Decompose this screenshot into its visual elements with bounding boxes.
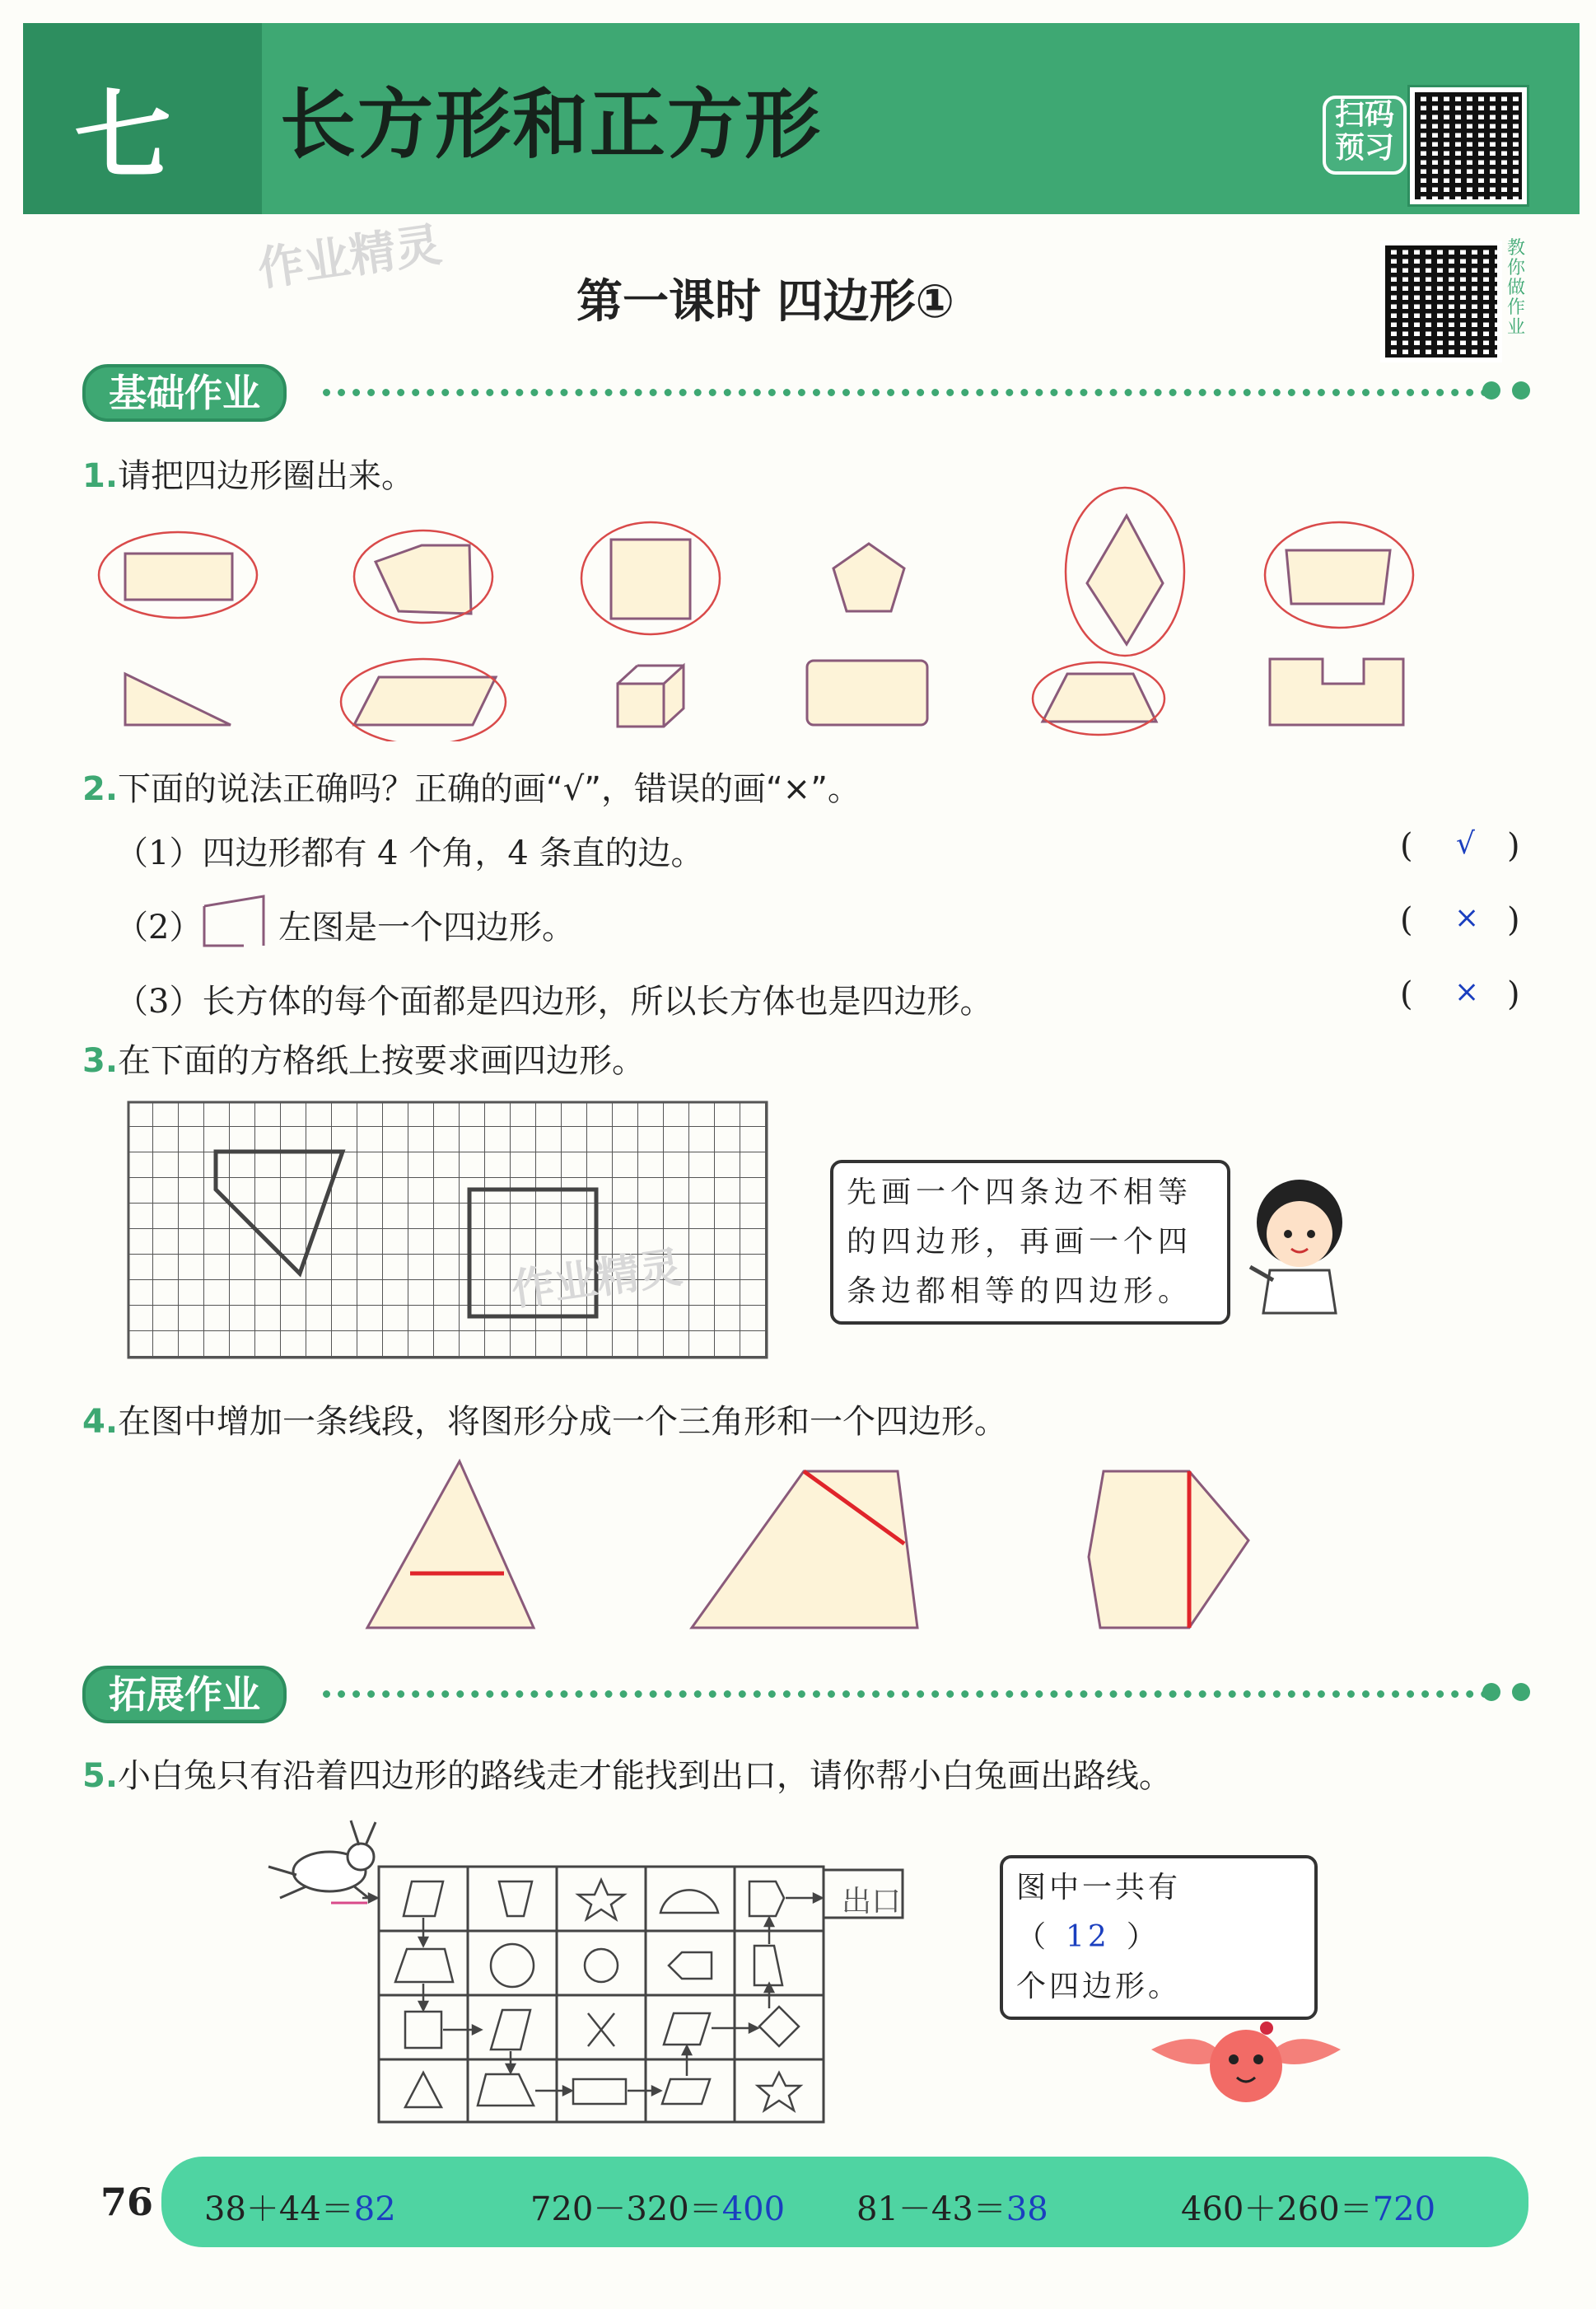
trapezoid-cell	[478, 2074, 534, 2106]
calc-answer[interactable]: 82	[353, 2190, 396, 2228]
footer-calc: 38＋44＝82	[204, 2190, 396, 2228]
footer-calc: 460＋260＝720	[1181, 2190, 1436, 2228]
notched-shape	[1270, 659, 1403, 725]
rhombus-shape	[1087, 516, 1163, 644]
divider-dot	[1512, 381, 1530, 400]
pentagon-shape	[833, 544, 904, 611]
answer-circles	[99, 488, 1413, 741]
section-extended-tag: 拓展作业	[82, 1666, 287, 1723]
rectangle-cell	[573, 2079, 626, 2104]
lesson-title: 第一课时 四边形①	[576, 275, 954, 329]
circle-cell	[491, 1944, 534, 1987]
quadrilateral-cell	[754, 1946, 782, 1985]
parallelogram-shape	[354, 677, 496, 725]
q2-item-2: （2）	[115, 909, 203, 947]
q5-answer[interactable]: 12	[1066, 1920, 1110, 1954]
calc-answer[interactable]: 38	[1006, 2190, 1048, 2228]
unit-number: 七	[74, 78, 172, 193]
footer-calc: 720－320＝400	[530, 2190, 786, 2228]
qr-code-icon[interactable]	[1410, 87, 1527, 204]
scan-preview-label: 扫码预习	[1323, 96, 1407, 175]
paren: )	[1507, 901, 1520, 939]
divider-dot	[1482, 1683, 1500, 1701]
q2-open-shape	[196, 888, 272, 951]
paren: (	[1400, 827, 1413, 865]
section-basic-tag: 基础作业	[82, 364, 287, 422]
q1-shapes	[82, 486, 1433, 741]
trapezoid-shape	[1286, 550, 1390, 604]
exit-label: 出口	[842, 1885, 902, 1919]
cross-cell	[588, 2013, 614, 2046]
pentagon-cell	[749, 1881, 784, 1916]
pentagon-shape	[1089, 1471, 1248, 1628]
circle-cell	[585, 1949, 618, 1982]
q2-answer-1[interactable]: √	[1456, 827, 1475, 861]
question-3: 3.在下面的方格纸上按要求画四边形。	[82, 1042, 646, 1080]
triangle-shape	[367, 1461, 534, 1628]
q3-speech-bubble: 先画一个四条边不相等 的四边形，再画一个四 条边都相等的四边形。	[830, 1160, 1230, 1325]
unit-title: 长方形和正方形	[280, 81, 823, 169]
rounded-rectangle-shape	[807, 661, 927, 725]
trapezoid-cell	[395, 1949, 453, 1982]
question-4: 4.在图中增加一条线段，将图形分成一个三角形和一个四边形。	[82, 1403, 1008, 1441]
parallelogram-cell	[664, 2013, 710, 2045]
question-1: 1.请把四边形圈出来。	[82, 457, 415, 495]
maze-grid[interactable]	[362, 1863, 922, 2127]
footer-calc: 81－43＝38	[856, 2190, 1048, 2228]
semicircle-cell	[660, 1890, 718, 1913]
parallelogram-cell	[404, 1881, 443, 1916]
rhombus-cell	[759, 2007, 799, 2046]
dotted-divider	[323, 1690, 1489, 1704]
calc-answer[interactable]: 400	[721, 2190, 786, 2228]
girl-character-icon	[1225, 1168, 1374, 1316]
question-2: 2.下面的说法正确吗？正确的画“√”，错误的画“×”。	[82, 770, 861, 808]
q2-answer-2[interactable]: ×	[1454, 901, 1480, 935]
q5-speech-bubble: 图中一共有（ 12 ） 个四边形。	[1000, 1855, 1318, 2020]
square-shape	[611, 540, 690, 619]
paren: (	[1400, 975, 1413, 1013]
square-cell	[405, 2012, 441, 2048]
trapezoid-shape	[1043, 674, 1156, 722]
parallelogram-cell	[491, 2010, 530, 2050]
teach-homework-label: 教你做作业	[1507, 238, 1526, 338]
paren: )	[1507, 975, 1520, 1013]
triangle-shape	[125, 674, 231, 725]
page-number: 76	[100, 2180, 154, 2224]
q2-item-3: （3）长方体的每个面都是四边形，所以长方体也是四边形。	[115, 983, 993, 1021]
qr-code-icon[interactable]	[1380, 241, 1502, 362]
calc-answer[interactable]: 720	[1372, 2190, 1436, 2228]
pentagon-cell	[669, 1952, 712, 1979]
paren: )	[1507, 827, 1520, 865]
star-cell	[578, 1880, 624, 1919]
triangle-cell	[405, 2073, 441, 2107]
trapezoid-shape	[692, 1471, 917, 1628]
quadrilateral-shape	[376, 545, 471, 614]
dotted-divider	[323, 389, 1489, 403]
watermark: 作业精灵	[254, 217, 446, 297]
divider-dot	[1512, 1683, 1530, 1701]
q2-answer-3[interactable]: ×	[1454, 975, 1480, 1009]
divider-dot	[1482, 381, 1500, 400]
q2-item-1: （1）四边形都有 4 个角，4 条直的边。	[115, 834, 704, 872]
q4-shapes	[362, 1458, 1260, 1639]
question-5: 5.小白兔只有沿着四边形的路线走才能找到出口，请你帮小白兔画出路线。	[82, 1757, 1173, 1795]
trapezoid-cell	[499, 1881, 532, 1916]
bird-character-icon	[1143, 2008, 1349, 2124]
paren: (	[1400, 901, 1413, 939]
watermark: 作业精灵	[508, 1242, 685, 1316]
star-cell	[758, 2073, 800, 2110]
q2-item-2-text: 左图是一个四边形。	[278, 909, 575, 947]
parallelogram-cell	[662, 2079, 710, 2104]
rectangle-shape	[125, 554, 232, 600]
